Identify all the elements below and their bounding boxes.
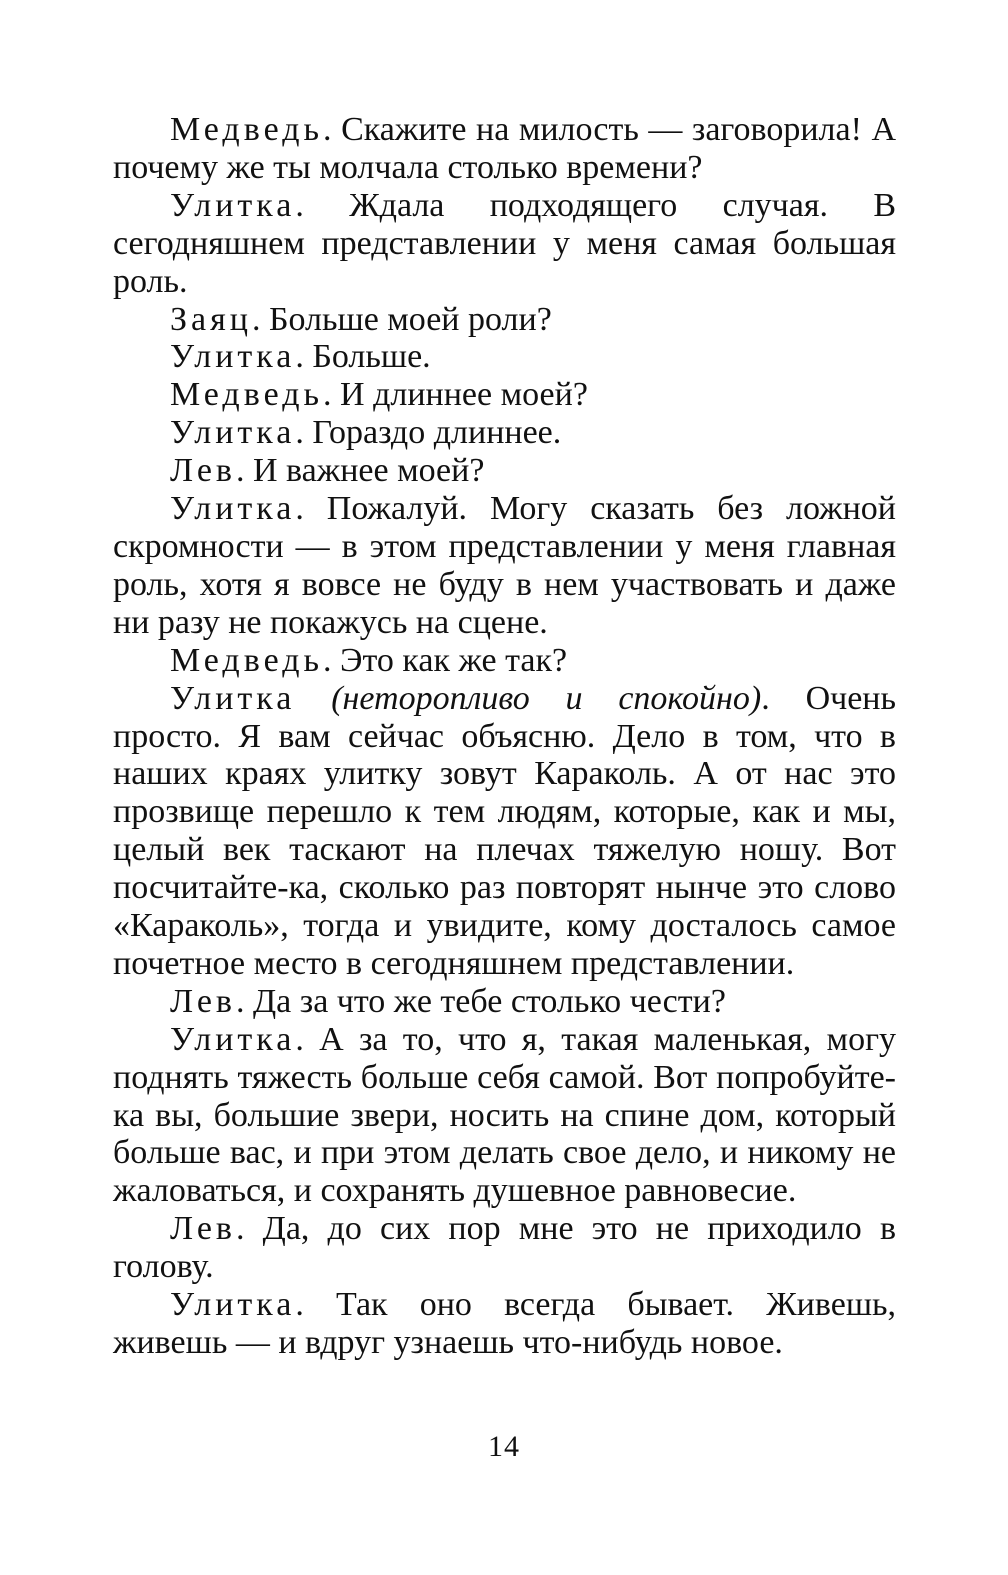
speaker-punctuation: . bbox=[323, 376, 332, 414]
dialogue-paragraph bbox=[113, 338, 896, 376]
direction-punctuation: . bbox=[761, 679, 770, 717]
dialogue-paragraph bbox=[113, 376, 896, 414]
speaker-name: Улитка bbox=[170, 1020, 296, 1058]
speaker-punctuation: . bbox=[323, 111, 332, 148]
page-text-block bbox=[113, 111, 896, 1362]
dialogue-text: Так оно всегда бывает. Живешь, живешь — и вдруг узнаешь что-нибудь новое. bbox=[113, 1286, 897, 1361]
dialogue-paragraph bbox=[113, 490, 896, 642]
speaker-name: Заяц bbox=[170, 300, 252, 338]
speaker-punctuation: . bbox=[295, 1286, 304, 1324]
speaker-punctuation: . bbox=[235, 982, 245, 1020]
speaker-punctuation: . bbox=[235, 1210, 245, 1248]
page-number: 14 bbox=[488, 1430, 520, 1463]
speaker-name: Лев bbox=[170, 452, 236, 490]
speaker-punctuation: . bbox=[295, 1020, 304, 1058]
dialogue-text: А за то, что я, такая маленькая, могу поднять тяжесть больше себя самой. Вот попробуйте-ка вы, большие звери, носить на спине дом, который больше вас, и при этом делать свое дело, и никому не жаловаться, и сохранять душевное равновесие. bbox=[113, 1020, 897, 1210]
dialogue-paragraph bbox=[113, 301, 896, 339]
speaker-name: Лев bbox=[170, 982, 236, 1020]
speaker-punctuation: . bbox=[251, 300, 261, 338]
speaker-punctuation: . bbox=[323, 641, 332, 679]
dialogue-text: Больше моей роли? bbox=[268, 300, 552, 338]
dialogue-paragraph bbox=[113, 1286, 896, 1362]
dialogue-paragraph bbox=[113, 452, 896, 490]
speaker-punctuation: . bbox=[295, 186, 304, 224]
speaker-name: Медведь bbox=[170, 641, 324, 679]
dialogue-text: Пожалуй. Могу сказать без ложной скромности — в этом представлении у меня главная роль, хотя я вовсе не буду в нем участвовать и даже ни разу не покажусь на сцене. bbox=[113, 490, 897, 641]
dialogue-paragraph bbox=[113, 111, 896, 187]
speaker-name: Медведь bbox=[170, 376, 324, 414]
speaker-name: Улитка bbox=[170, 186, 296, 224]
speaker-name: Улитка bbox=[170, 490, 296, 528]
dialogue-paragraph bbox=[113, 983, 896, 1021]
dialogue-text: Скажите на милость — заговорила! А почему же ты молчала столько времени? bbox=[113, 111, 897, 186]
dialogue-paragraph bbox=[113, 1021, 896, 1211]
speaker-punctuation: . bbox=[295, 414, 304, 452]
dialogue-text: Очень просто. Я вам сейчас объясню. Дело в том, что в наших краях улитку зовут Караколь. А от нас это прозвище перешло к тем людям, которые, как и мы, целый век таскают на плечах тяжелую ношу. Вот посчитайте-ка, сколько раз повторят нынче это слово «Караколь», тогда и увидите, кому досталось самое почетное место в сегодняшнем представлении. bbox=[113, 679, 897, 982]
stage-direction: (неторопливо и спокойно) bbox=[331, 679, 762, 717]
speaker-name: Улитка bbox=[170, 1286, 296, 1324]
dialogue-paragraph bbox=[113, 642, 896, 680]
speaker-name: Улитка bbox=[170, 414, 296, 452]
speaker-name: Улитка bbox=[170, 679, 296, 717]
dialogue-paragraph bbox=[113, 414, 896, 452]
speaker-name: Лев bbox=[170, 1210, 236, 1248]
dialogue-text: И длиннее моей? bbox=[340, 376, 588, 414]
dialogue-text: Гораздо длиннее. bbox=[312, 414, 562, 452]
speaker-name: Улитка bbox=[170, 338, 296, 376]
dialogue-text: Это как же так? bbox=[340, 641, 568, 679]
speaker-punctuation: . bbox=[295, 338, 304, 376]
dialogue-text: Ждала подходящего случая. В сегодняшнем представлении у меня самая большая роль. bbox=[113, 186, 896, 300]
speaker-punctuation: . bbox=[295, 490, 304, 528]
dialogue-paragraph bbox=[113, 1210, 896, 1286]
speaker-name: Медведь bbox=[170, 111, 324, 148]
dialogue-paragraph bbox=[113, 187, 896, 301]
dialogue-text: Да, до сих пор мне это не приходило в голову. bbox=[113, 1210, 896, 1286]
dialogue-paragraph bbox=[113, 680, 896, 983]
dialogue-text: И важнее моей? bbox=[252, 452, 485, 490]
speaker-punctuation: . bbox=[235, 452, 245, 490]
dialogue-text: Больше. bbox=[312, 338, 431, 376]
dialogue-text: Да за что же тебе столько чести? bbox=[252, 982, 726, 1020]
